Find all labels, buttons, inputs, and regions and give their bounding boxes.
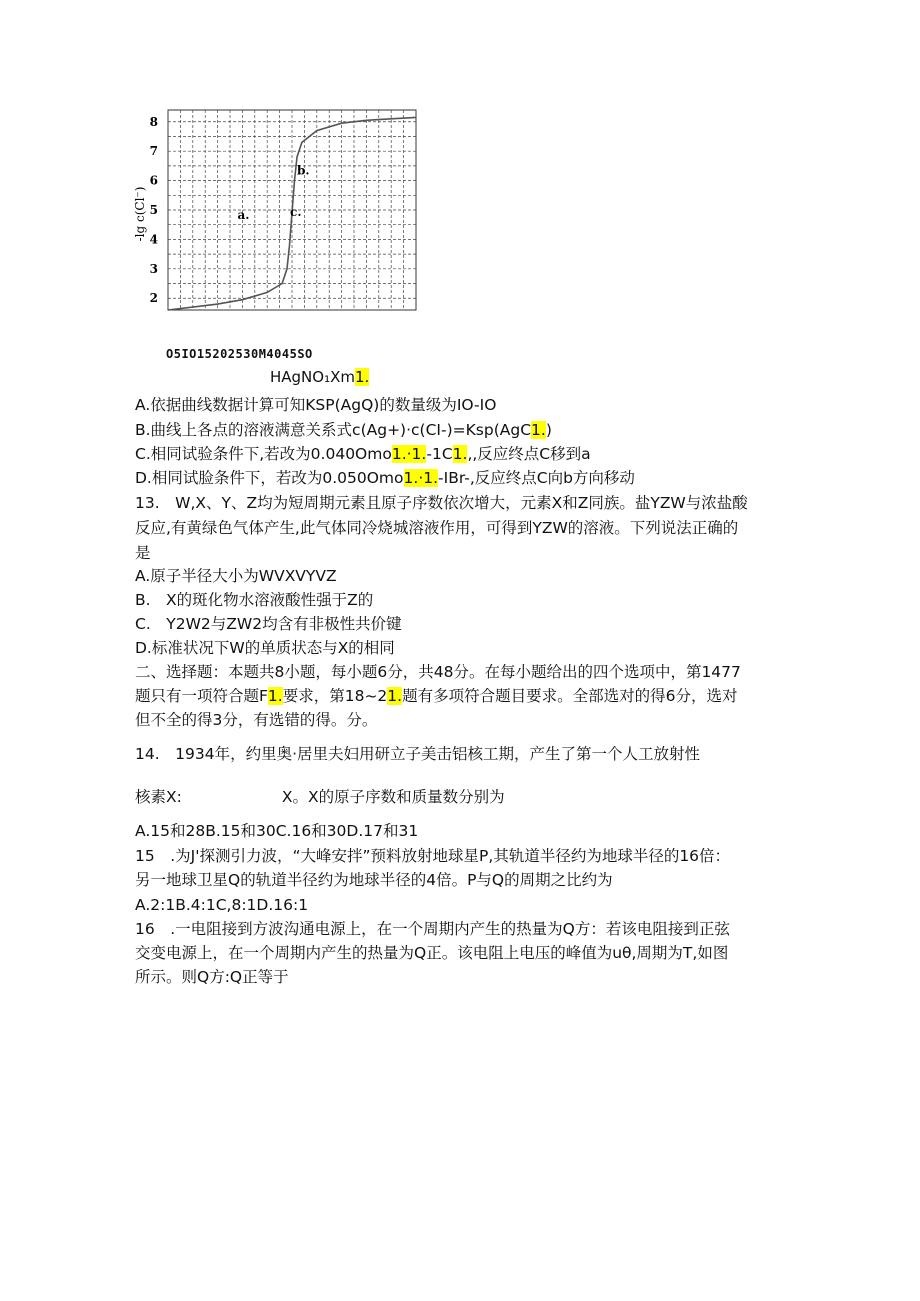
section2-text-b: 要求，第18~2 — [282, 687, 388, 705]
y-tick-label: 3 — [149, 261, 158, 276]
q16-stem-line-2: 交变电源上，在一个周期内产生的热量为Q正。该电阻上电压的峰值为uθ,周期为T,如图 — [135, 944, 729, 962]
y-tick-label: 6 — [149, 173, 158, 188]
point-label-b: b. — [296, 163, 310, 178]
point-label-a: a. — [237, 207, 250, 222]
q14-options: A.15和28B.15和30C.16和30D.17和31 — [135, 822, 419, 840]
q13-option-d: D.标准状况下W的单质状态与X的相同 — [135, 639, 395, 657]
y-tick-label: 2 — [149, 291, 158, 306]
q12-c-text: C.相同试验条件下,若改为0.040Omo — [135, 445, 392, 463]
q12-b-highlight: 1. — [531, 421, 546, 439]
q14-stem-line-2 — [135, 787, 505, 807]
x-unit-highlight: 1. — [355, 368, 370, 386]
titration-chart — [130, 104, 420, 316]
y-tick-label: 7 — [149, 144, 158, 159]
y-tick-label: 5 — [149, 203, 158, 217]
q15-stem-line-2: 另一地球卫星Q的轨道半径约为地球半径的4倍。P与Q的周期之比约为 — [135, 871, 613, 889]
q12-d-tail: -IBr-,反应终点C向b方向移动 — [438, 469, 635, 487]
q13-stem-line-3: 是 — [135, 544, 151, 562]
q13-stem-line-1: 13. W,X、Y、Z均为短周期元素且原子序数依次增大，元素X和Z同族。盐YZW与浓盐酸 — [135, 494, 748, 512]
y-tick-label: 4 — [149, 232, 158, 247]
q12-b-text: B.曲线上各点的溶液满意关系式c(Ag+)·c(CI-)=Ksp(AgC — [135, 421, 532, 439]
q12-c-tail: ,,反应终点C移到a — [467, 445, 591, 463]
q12-c-highlight-1: 1.·1. — [391, 445, 427, 463]
q16-stem-line-3: 所示。则Q方:Q正等于 — [135, 968, 289, 986]
q15-stem-line-1: 15 .为J'探测引力波，“大峰安拌”预料放射地球星P,其轨道半径约为地球半径的16倍： — [135, 847, 731, 865]
x-unit-text: HAgNO₁Xm — [270, 368, 355, 386]
q12-c-mid: -1C — [426, 445, 453, 463]
point-labels — [237, 164, 309, 222]
q12-option-c — [135, 444, 591, 464]
q12-option-a: A.依据曲线数据计算可知KSP(AgQ)的数量级为IO-IO — [135, 396, 497, 414]
q13-option-a: A.原子半径大小为WVXVYVZ — [135, 567, 337, 585]
q15-options: A.2:1B.4:1C,8:1D.16:1 — [135, 896, 309, 914]
section2-text-a: 题只有一项符合题F — [135, 687, 268, 705]
section2-line-1: 二、选择题：本题共8小题，每小题6分，共48分。在每小题给出的四个选项中，第1477 — [135, 663, 741, 681]
q12-c-highlight-2: 1. — [452, 445, 468, 463]
x-axis-unit — [270, 368, 369, 386]
section2-line-2 — [135, 686, 737, 706]
section2-text-c: 题有多项符合题目要求。全部选对的得6分，选对 — [402, 687, 738, 705]
q12-option-d — [135, 468, 635, 488]
y-axis-label: -lg c(Cl⁻) — [133, 186, 147, 242]
q14-nuclide-label: 核素X: — [135, 788, 182, 806]
y-tick-label: 8 — [149, 114, 158, 129]
point-label-c: c. — [290, 204, 302, 219]
q12-b-tail: ) — [545, 421, 552, 439]
q13-option-b: B. X的斑化物水溶液酸性强于Z的 — [135, 591, 374, 609]
y-tick-labels — [150, 115, 158, 305]
section2-highlight-1: 1. — [267, 687, 283, 705]
section2-highlight-2: 1. — [387, 687, 403, 705]
q12-d-text: D.相同试脸条件下，若改为0.050Omo — [135, 469, 404, 487]
q14-stem-line-1: 14. 1934年，约里奥·居里夫妇用研立子美击铝核工期，产生了第一个人工放射性 — [135, 745, 701, 763]
x-axis-ticks: O5IO15202530M4045SO — [166, 347, 313, 361]
q13-stem-line-2: 反应,有黄绿色气体产生,此气体同冷烧城溶液作用，可得到YZW的溶液。下列说法正确的 — [135, 519, 739, 537]
q12-option-b — [135, 420, 552, 440]
q12-d-highlight: 1.·1. — [403, 469, 439, 487]
q14-question: X。X的原子序数和质量数分别为 — [281, 788, 505, 806]
section2-line-3: 但不全的得3分，有选错的得。分。 — [135, 711, 378, 729]
q16-stem-line-1: 16 .一电阻接到方波沟通电源上，在一个周期内产生的热量为Q方：若该电阻接到正弦 — [135, 920, 730, 938]
q13-option-c: C. Y2W2与ZW2均含有非极性共价键 — [135, 615, 402, 633]
